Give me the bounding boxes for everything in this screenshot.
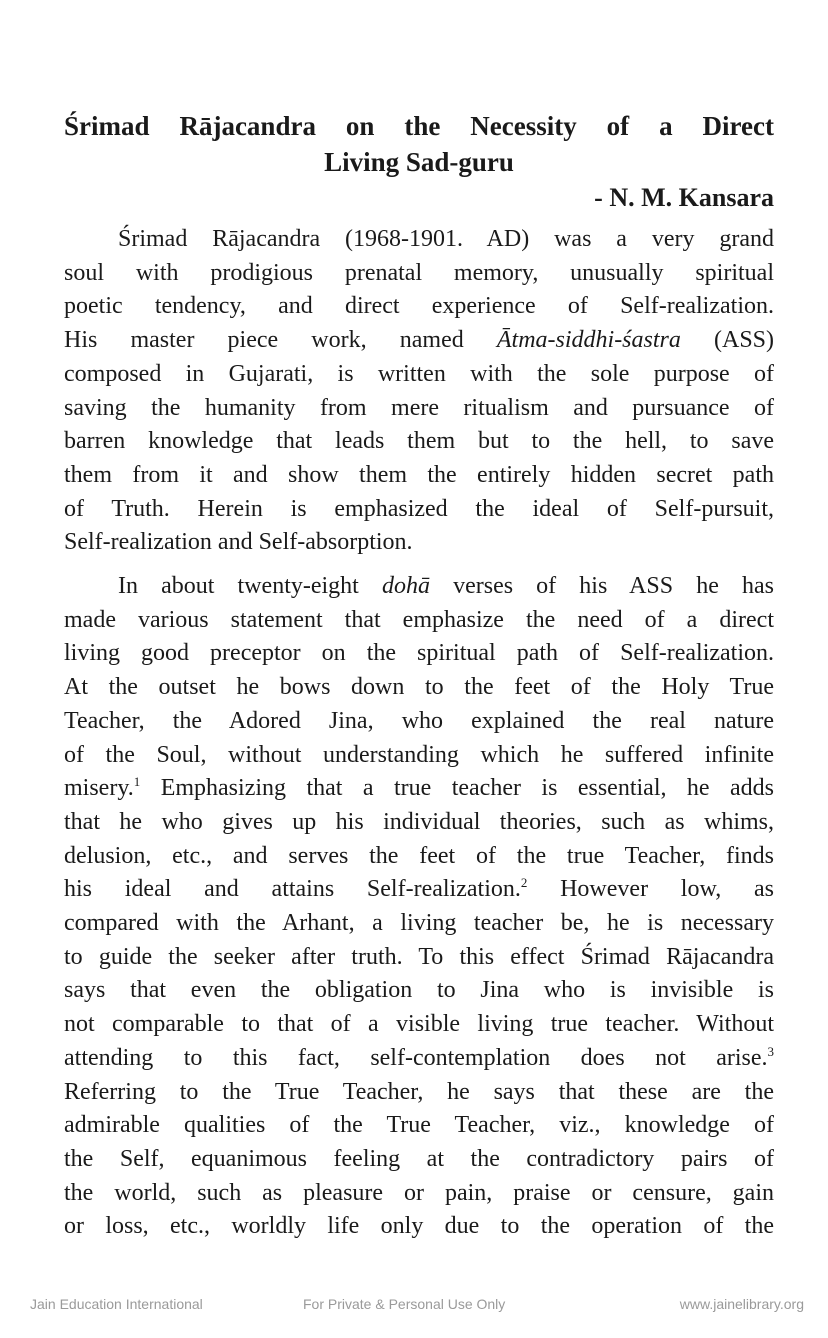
- paragraph-2: [64, 570, 774, 1244]
- footer-website-link[interactable]: www.jainelibrary.org: [679, 1296, 804, 1312]
- paragraph-line: Śrimad Rājacandra (1968-1901. AD) was a very grand: [118, 226, 774, 252]
- paragraph-line: of Truth. Herein is emphasized the ideal of Self-pursuit,: [64, 495, 774, 522]
- footnote-ref-3[interactable]: 3: [767, 1043, 774, 1059]
- paragraph-line: says that even the obligation to Jina who is invisible is: [64, 977, 774, 1004]
- paragraph-line: saving the humanity from mere ritualism and pursuance of: [64, 394, 774, 421]
- title-line-1: Śrimad Rājacandra on the Necessity of a Direct: [64, 111, 774, 141]
- paragraph-line: Teacher, the Adored Jina, who explained the real nature: [64, 707, 774, 734]
- paragraph-line: misery.$^1$ Emphasizing that a true teacher is essential, he adds: [64, 774, 774, 802]
- paragraph-line: attending to this fact, self-contemplation does not arise.$^3$: [64, 1043, 774, 1071]
- paragraph-line: of the Soul, without understanding which he suffered infinite: [64, 741, 774, 768]
- paragraph-line: to guide the seeker after truth. To this effect Śrimad Rājacandra: [64, 943, 774, 970]
- paragraph-line: that he who gives up his individual theories, such as whims,: [64, 808, 774, 835]
- paragraph-line: made various statement that emphasize the need of a direct: [64, 606, 774, 633]
- paragraph-line: His master piece work, named Ātma-siddhi-śastra (ASS): [64, 327, 775, 354]
- paragraph-line: soul with prodigious prenatal memory, unusually spiritual: [64, 259, 774, 286]
- paragraph-line: living good preceptor on the spiritual path of Self-realization.: [64, 640, 774, 667]
- footer-usage-note: For Private & Personal Use Only: [303, 1296, 506, 1312]
- title-line-2: Living Sad-guru: [324, 147, 514, 177]
- author-byline: - N. M. Kansara: [594, 183, 774, 212]
- paragraph-line: them from it and show them the entirely hidden secret path: [64, 461, 774, 488]
- footnote-ref-1[interactable]: 1: [133, 774, 141, 790]
- paragraph-line: At the outset he bows down to the feet of the Holy True: [64, 674, 774, 701]
- footer-publisher: Jain Education International: [30, 1296, 203, 1312]
- paragraph-line: barren knowledge that leads them but to the hell, to save: [64, 428, 774, 455]
- paragraph-line: Referring to the True Teacher, he says that these are the: [64, 1078, 774, 1105]
- paragraph-line: admirable qualities of the True Teacher, viz., knowledge of: [64, 1112, 774, 1139]
- page-footer: [0, 1296, 828, 1318]
- paragraph-line: Self-realization and Self-absorption.: [64, 529, 413, 556]
- paragraph-line: not comparable to that of a visible living true teacher. Without: [64, 1011, 774, 1038]
- doha-italic: dohā: [381, 573, 430, 599]
- article-title: [64, 108, 774, 180]
- paragraph-line: poetic tendency, and direct experience of Self-realization.: [64, 293, 774, 320]
- paragraph-line: delusion, etc., and serves the feet of the true Teacher, finds: [64, 842, 774, 869]
- paragraph-line: composed in Gujarati, is written with the sole purpose of: [64, 360, 774, 387]
- paragraph-line: the world, such as pleasure or pain, praise or censure, gain: [64, 1179, 774, 1206]
- paragraph-line: In about twenty-eight dohā verses of his ASS he has: [118, 573, 774, 599]
- paragraph-line: his ideal and attains Self-realization.$^2$ However low, as: [64, 875, 774, 903]
- paragraph-line: or loss, etc., worldly life only due to the operation of the: [64, 1213, 774, 1240]
- paragraph-line: the Self, equanimous feeling at the contradictory pairs of: [64, 1145, 774, 1172]
- footnote-ref-2[interactable]: 2: [520, 875, 528, 891]
- work-title-italic: Ātma-siddhi-śastra: [496, 327, 681, 354]
- paragraph-line: compared with the Arhant, a living teacher be, he is necessary: [64, 910, 774, 937]
- paragraph-1: [64, 223, 774, 560]
